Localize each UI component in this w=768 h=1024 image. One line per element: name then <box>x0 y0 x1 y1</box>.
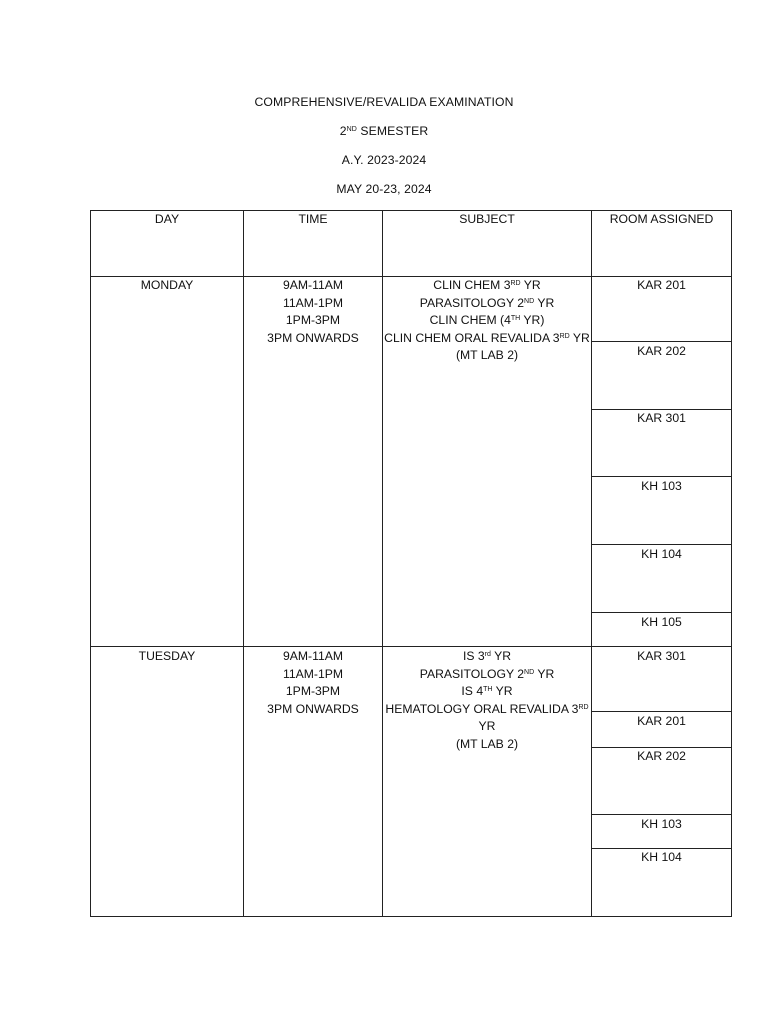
semester-ordinal: ND <box>346 126 357 133</box>
room-cell: KAR 201 <box>637 278 686 292</box>
time-cell-tuesday <box>244 648 382 718</box>
column-header-room: ROOM ASSIGNED <box>609 212 714 226</box>
room-divider <box>591 814 732 815</box>
time-slot: 11AM-1PM <box>282 666 344 681</box>
subject-ordinal: RD <box>578 703 589 711</box>
subject-cell-monday <box>383 277 591 365</box>
subject-cell-tuesday <box>383 648 591 753</box>
academic-year: A.Y. 2023-2024 <box>341 153 427 167</box>
subject-line <box>383 295 591 313</box>
room-cell: KAR 301 <box>637 411 686 425</box>
subject-line <box>383 736 591 754</box>
subject-suffix: YR <box>520 278 541 292</box>
subject-text: (MT LAB 2) <box>455 736 519 751</box>
room-cell: KH 105 <box>641 615 682 629</box>
time-slot: 1PM-3PM <box>285 313 341 327</box>
subject-text: IS 3 <box>462 649 485 663</box>
room-divider <box>591 612 732 613</box>
subject-line <box>383 347 591 365</box>
subject-line <box>383 666 591 684</box>
day-cell-monday: MONDAY <box>140 278 194 292</box>
table-border-bottom <box>90 916 732 917</box>
subject-line <box>383 701 591 719</box>
subject-ordinal: rd <box>484 651 491 658</box>
subject-text: PARASITOLOGY 2 <box>419 295 525 310</box>
subject-line <box>383 330 591 348</box>
table-border-right <box>731 210 732 917</box>
subject-ordinal: RD <box>559 332 570 340</box>
subject-ordinal: ND <box>524 297 535 305</box>
semester-line <box>0 124 768 139</box>
room-cell: KH 103 <box>641 817 682 831</box>
semester-number: 2 <box>339 124 347 138</box>
column-header-time: TIME <box>298 212 328 226</box>
subject-text: YR <box>478 719 496 733</box>
subject-line <box>383 312 591 330</box>
column-header-day: DAY <box>154 212 180 226</box>
room-cell: KH 104 <box>641 850 682 864</box>
subject-suffix: YR) <box>520 313 545 327</box>
semester-word: SEMESTER <box>356 124 429 138</box>
time-slot: 3PM ONWARDS <box>267 701 359 716</box>
subject-line <box>383 718 591 736</box>
subject-suffix: YR <box>492 684 513 698</box>
time-slot: 9AM-11AM <box>282 649 344 663</box>
subject-text: IS 4 <box>461 684 484 698</box>
subject-text: CLIN CHEM (4 <box>429 313 511 327</box>
table-border-left <box>90 210 91 917</box>
room-divider <box>591 409 732 410</box>
time-cell-monday <box>244 277 382 347</box>
room-divider <box>591 711 732 712</box>
subject-ordinal: ND <box>524 668 535 676</box>
time-slot: 9AM-11AM <box>282 278 344 292</box>
subject-suffix: YR <box>490 649 512 663</box>
exam-title: COMPREHENSIVE/REVALIDA EXAMINATION <box>254 95 514 109</box>
column-header-subject: SUBJECT <box>459 212 515 226</box>
exam-dates: MAY 20-23, 2024 <box>336 182 432 196</box>
monday-row-bottom <box>90 646 732 647</box>
room-divider <box>591 747 732 748</box>
column-divider-subject-room <box>591 210 592 917</box>
room-divider <box>591 544 732 545</box>
time-slot: 3PM ONWARDS <box>267 330 359 345</box>
subject-line <box>383 277 591 295</box>
subject-ordinal: TH <box>510 315 521 322</box>
room-cell: KAR 301 <box>637 649 686 663</box>
subject-suffix: YR <box>534 666 555 681</box>
time-slot: 11AM-1PM <box>282 295 344 310</box>
subject-ordinal: RD <box>510 280 521 287</box>
subject-text: HEMATOLOGY ORAL REVALIDA 3 <box>385 701 579 716</box>
room-divider <box>591 341 732 342</box>
room-cell: KAR 202 <box>637 749 686 763</box>
subject-ordinal: TH <box>483 686 493 693</box>
subject-text: CLIN CHEM 3 <box>433 278 511 292</box>
time-slot: 1PM-3PM <box>285 684 341 698</box>
subject-line <box>383 683 591 701</box>
room-cell: KH 104 <box>641 547 682 561</box>
subject-suffix: YR <box>569 330 590 345</box>
subject-line <box>383 648 591 666</box>
room-cell: KAR 201 <box>637 714 686 728</box>
room-divider <box>591 476 732 477</box>
day-cell-tuesday: TUESDAY <box>138 649 196 663</box>
subject-text: PARASITOLOGY 2 <box>419 666 525 681</box>
room-cell: KH 103 <box>641 479 682 493</box>
subject-suffix: YR <box>534 295 555 310</box>
subject-text: (MT LAB 2) <box>455 348 519 362</box>
room-cell: KAR 202 <box>637 344 686 358</box>
subject-text: CLIN CHEM ORAL REVALIDA 3 <box>384 330 560 345</box>
room-divider <box>591 848 732 849</box>
